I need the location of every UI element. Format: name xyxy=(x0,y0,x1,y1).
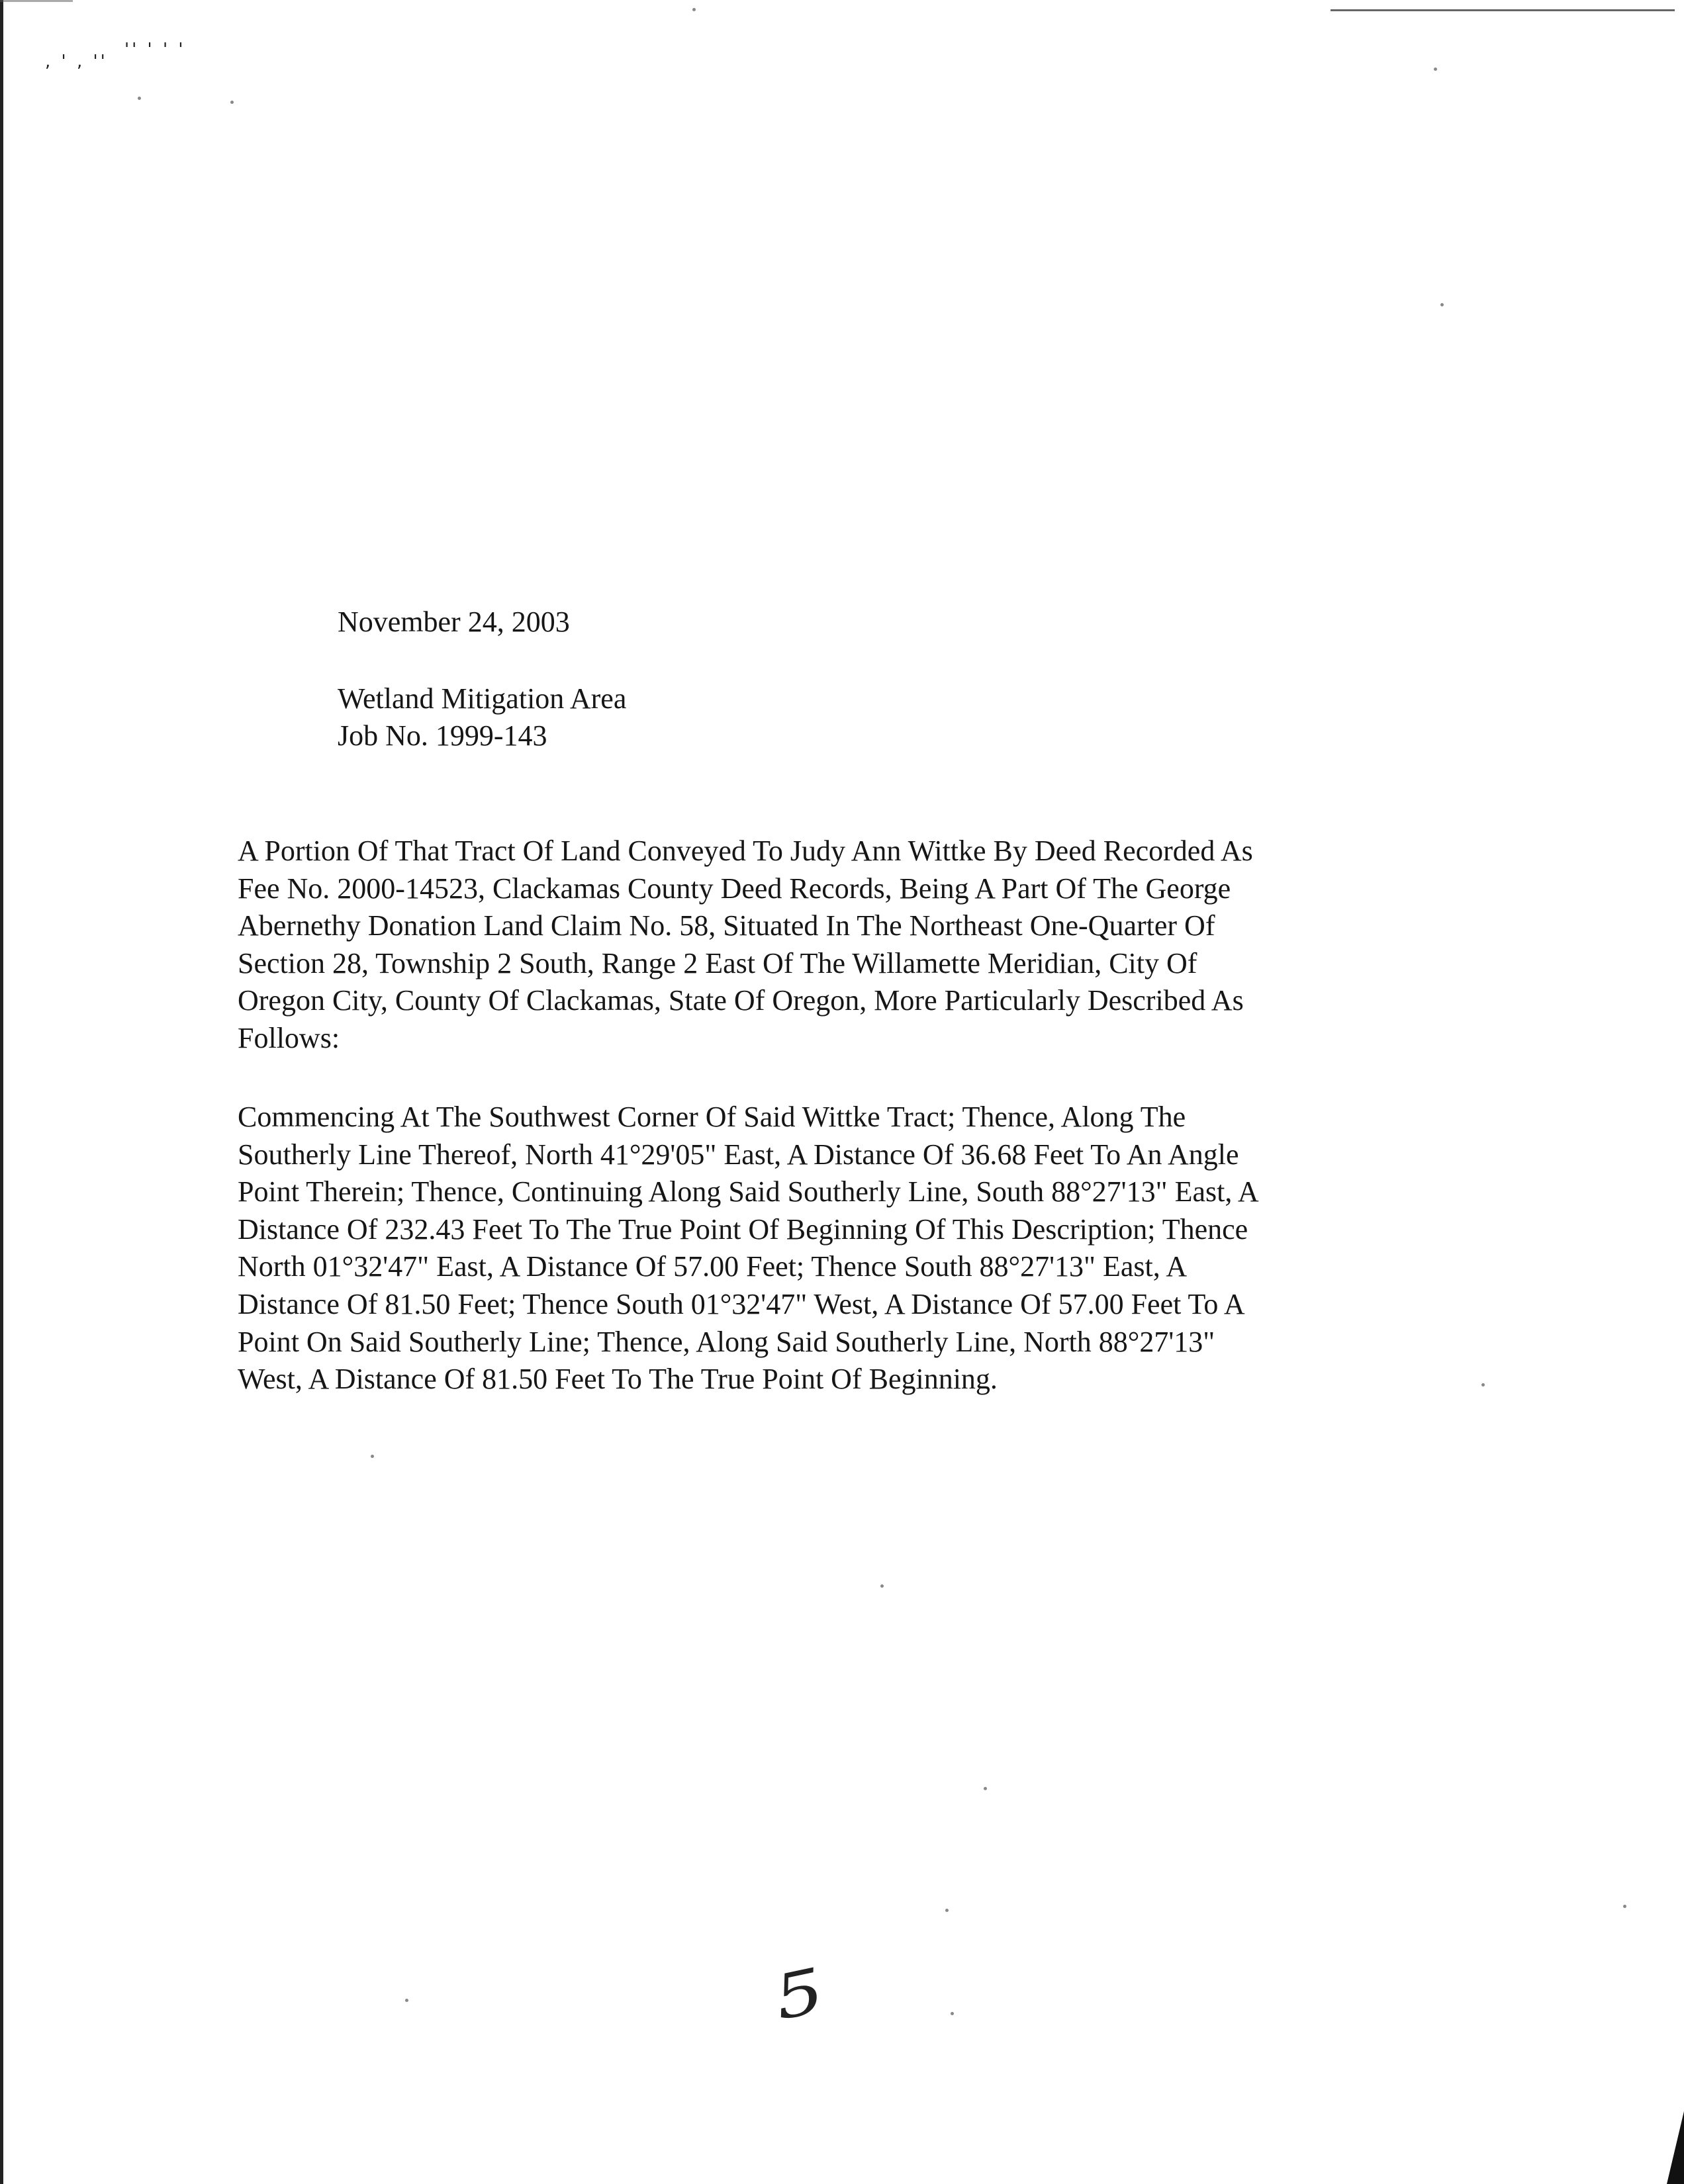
speck xyxy=(371,1455,374,1458)
paragraph-line: Follows: xyxy=(238,1021,340,1054)
scan-top-right-rule xyxy=(1331,9,1675,11)
scan-top-left-rule xyxy=(0,0,73,2)
speck xyxy=(405,1999,408,2002)
speck xyxy=(880,1584,884,1588)
speck xyxy=(945,1909,949,1912)
speck xyxy=(230,101,234,104)
scan-left-edge xyxy=(0,0,3,2184)
speck xyxy=(1481,1383,1485,1387)
project-title: Wetland Mitigation Area xyxy=(338,682,627,715)
paragraph-line: Commencing At The Southwest Corner Of Said Wittke Tract; Thence, Along The xyxy=(238,1101,1186,1133)
paragraph-line: A Portion Of That Tract Of Land Conveyed To Judy Ann Wittke By Deed Recorded As xyxy=(238,835,1253,867)
scan-marks-left: , ' , '' xyxy=(45,52,108,71)
paragraph-line: Distance Of 81.50 Feet; Thence South 01°32'47" West, A Distance Of 57.00 Feet To A xyxy=(238,1287,1245,1320)
speck xyxy=(692,8,696,11)
speck xyxy=(1440,303,1444,306)
handwritten-page-number: 5 xyxy=(768,1954,831,2034)
speck xyxy=(1623,1905,1626,1908)
paragraph-line: Section 28, Township 2 South, Range 2 East Of The Willamette Meridian, City Of xyxy=(238,946,1197,979)
paragraph-line: Point Therein; Thence, Continuing Along Said Southerly Line, South 88°27'13" East, A xyxy=(238,1175,1259,1208)
speck xyxy=(984,1787,987,1790)
paragraph-line: North 01°32'47" East, A Distance Of 57.00 Feet; Thence South 88°27'13" East, A xyxy=(238,1250,1188,1283)
document-date: November 24, 2003 xyxy=(338,606,570,638)
paragraph-line: Southerly Line Thereof, North 41°29'05" East, A Distance Of 36.68 Feet To An Angle xyxy=(238,1138,1239,1171)
speck xyxy=(138,97,141,100)
paragraph-line: Oregon City, County Of Clackamas, State Of Oregon, More Particularly Described As xyxy=(238,984,1244,1017)
job-number: Job No. 1999-143 xyxy=(338,719,547,752)
speck xyxy=(1434,68,1437,71)
speck xyxy=(951,2012,954,2015)
boundary-description-paragraph xyxy=(238,1099,1259,1398)
project-heading xyxy=(338,680,626,754)
paragraph-line: Distance Of 232.43 Feet To The True Point Of Beginning Of This Description; Thence xyxy=(238,1212,1248,1246)
paragraph-line: Fee No. 2000-14523, Clackamas County Deed Records, Being A Part Of The George xyxy=(238,872,1231,905)
paragraph-line: Point On Said Southerly Line; Thence, Along Said Southerly Line, North 88°27'13" xyxy=(238,1325,1215,1358)
paragraph-line: West, A Distance Of 81.50 Feet To The True Point Of Beginning. xyxy=(238,1363,998,1396)
scan-corner-mark xyxy=(1667,2111,1684,2184)
scan-marks-right: '' ' ' ' xyxy=(124,40,186,60)
tract-description-paragraph xyxy=(238,833,1253,1058)
paragraph-line: Abernethy Donation Land Claim No. 58, Situated In The Northeast One-Quarter Of xyxy=(238,909,1215,942)
